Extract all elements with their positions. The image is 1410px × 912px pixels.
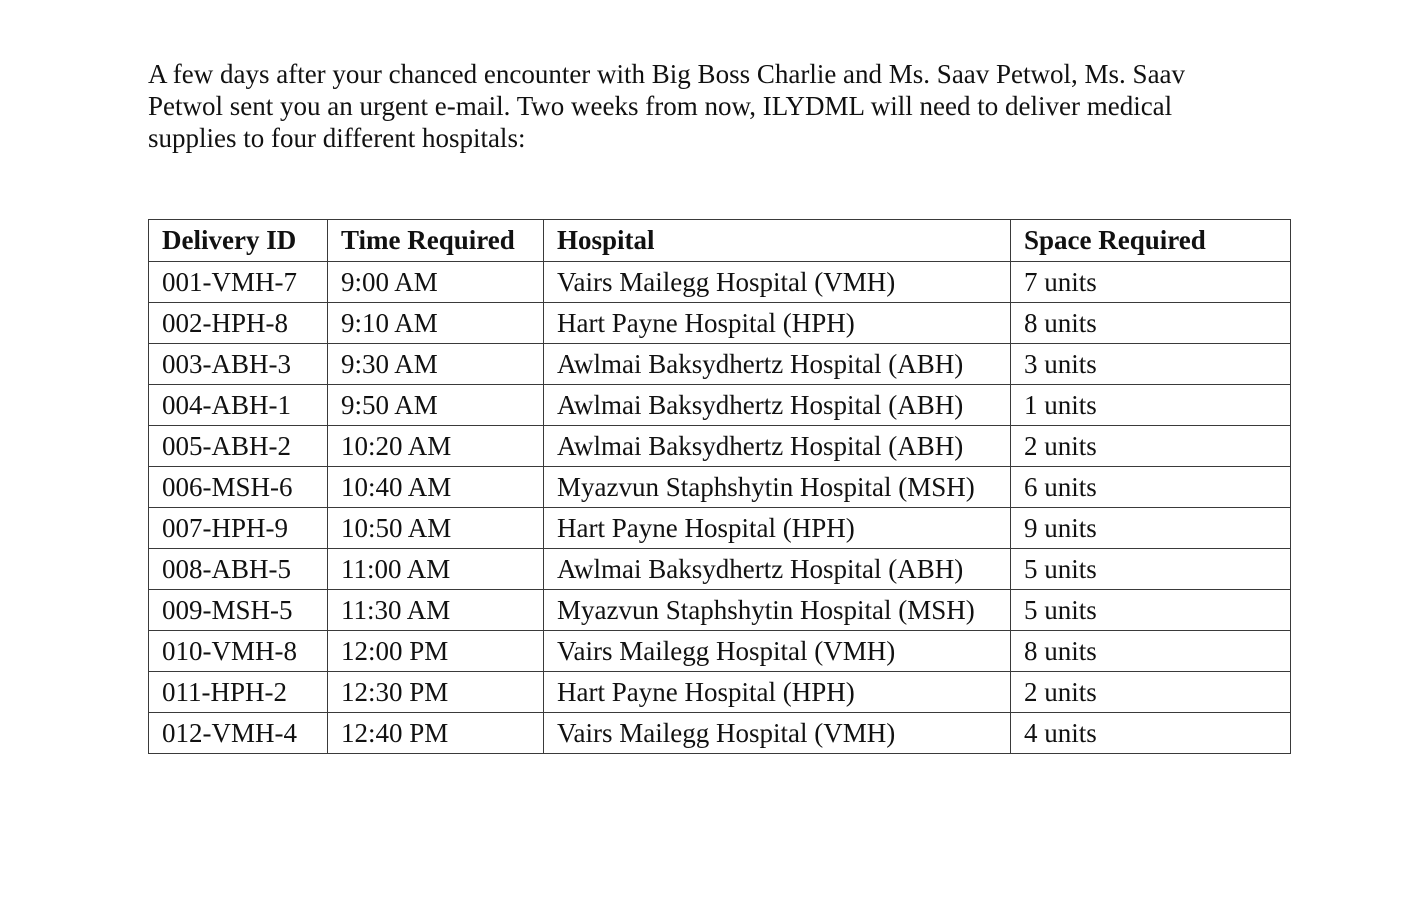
cell-hospital: Awlmai Baksydhertz Hospital (ABH) xyxy=(544,385,1011,426)
cell-hospital: Vairs Mailegg Hospital (VMH) xyxy=(544,262,1011,303)
cell-space-required: 5 units xyxy=(1011,590,1291,631)
table-row xyxy=(149,262,1291,303)
cell-delivery-id: 001-VMH-7 xyxy=(149,262,328,303)
table-row xyxy=(149,590,1291,631)
cell-time-required: 10:20 AM xyxy=(328,426,544,467)
cell-delivery-id: 003-ABH-3 xyxy=(149,344,328,385)
cell-time-required: 12:40 PM xyxy=(328,713,544,754)
cell-space-required: 8 units xyxy=(1011,303,1291,344)
table-row xyxy=(149,672,1291,713)
table-row xyxy=(149,385,1291,426)
intro-paragraph xyxy=(148,58,1248,154)
table-row xyxy=(149,303,1291,344)
table-row xyxy=(149,467,1291,508)
cell-space-required: 1 units xyxy=(1011,385,1291,426)
header-space-required: Space Required xyxy=(1011,220,1291,262)
header-delivery-id: Delivery ID xyxy=(149,220,328,262)
cell-hospital: Vairs Mailegg Hospital (VMH) xyxy=(544,631,1011,672)
cell-hospital: Vairs Mailegg Hospital (VMH) xyxy=(544,713,1011,754)
cell-hospital: Awlmai Baksydhertz Hospital (ABH) xyxy=(544,344,1011,385)
cell-space-required: 8 units xyxy=(1011,631,1291,672)
table-row xyxy=(149,344,1291,385)
cell-time-required: 9:50 AM xyxy=(328,385,544,426)
delivery-table xyxy=(148,219,1291,754)
cell-delivery-id: 007-HPH-9 xyxy=(149,508,328,549)
table-row xyxy=(149,549,1291,590)
intro-line: A few days after your chanced encounter with Big Boss Charlie and Ms. Saav Petwol, Ms. Saav xyxy=(148,59,1186,89)
cell-hospital: Awlmai Baksydhertz Hospital (ABH) xyxy=(544,426,1011,467)
cell-space-required: 3 units xyxy=(1011,344,1291,385)
cell-time-required: 10:50 AM xyxy=(328,508,544,549)
header-hospital: Hospital xyxy=(544,220,1011,262)
cell-space-required: 5 units xyxy=(1011,549,1291,590)
cell-time-required: 9:30 AM xyxy=(328,344,544,385)
cell-hospital: Myazvun Staphshytin Hospital (MSH) xyxy=(544,467,1011,508)
cell-delivery-id: 010-VMH-8 xyxy=(149,631,328,672)
intro-line: supplies to four different hospitals: xyxy=(148,123,526,153)
cell-delivery-id: 002-HPH-8 xyxy=(149,303,328,344)
cell-space-required: 6 units xyxy=(1011,467,1291,508)
cell-delivery-id: 004-ABH-1 xyxy=(149,385,328,426)
cell-time-required: 9:00 AM xyxy=(328,262,544,303)
cell-delivery-id: 008-ABH-5 xyxy=(149,549,328,590)
cell-space-required: 2 units xyxy=(1011,672,1291,713)
header-time-required: Time Required xyxy=(328,220,544,262)
cell-space-required: 7 units xyxy=(1011,262,1291,303)
cell-delivery-id: 009-MSH-5 xyxy=(149,590,328,631)
table-row xyxy=(149,631,1291,672)
cell-delivery-id: 006-MSH-6 xyxy=(149,467,328,508)
cell-hospital: Hart Payne Hospital (HPH) xyxy=(544,672,1011,713)
table-row xyxy=(149,508,1291,549)
cell-time-required: 12:00 PM xyxy=(328,631,544,672)
cell-space-required: 2 units xyxy=(1011,426,1291,467)
cell-delivery-id: 012-VMH-4 xyxy=(149,713,328,754)
cell-hospital: Myazvun Staphshytin Hospital (MSH) xyxy=(544,590,1011,631)
table-row xyxy=(149,426,1291,467)
cell-delivery-id: 011-HPH-2 xyxy=(149,672,328,713)
table-header-row xyxy=(149,220,1291,262)
cell-time-required: 12:30 PM xyxy=(328,672,544,713)
cell-hospital: Hart Payne Hospital (HPH) xyxy=(544,303,1011,344)
cell-hospital: Hart Payne Hospital (HPH) xyxy=(544,508,1011,549)
cell-time-required: 11:30 AM xyxy=(328,590,544,631)
cell-time-required: 11:00 AM xyxy=(328,549,544,590)
cell-time-required: 10:40 AM xyxy=(328,467,544,508)
cell-hospital: Awlmai Baksydhertz Hospital (ABH) xyxy=(544,549,1011,590)
cell-time-required: 9:10 AM xyxy=(328,303,544,344)
cell-delivery-id: 005-ABH-2 xyxy=(149,426,328,467)
table-row xyxy=(149,713,1291,754)
intro-line: Petwol sent you an urgent e-mail. Two weeks from now, ILYDML will need to deliver medical xyxy=(148,91,1173,121)
cell-space-required: 9 units xyxy=(1011,508,1291,549)
cell-space-required: 4 units xyxy=(1011,713,1291,754)
